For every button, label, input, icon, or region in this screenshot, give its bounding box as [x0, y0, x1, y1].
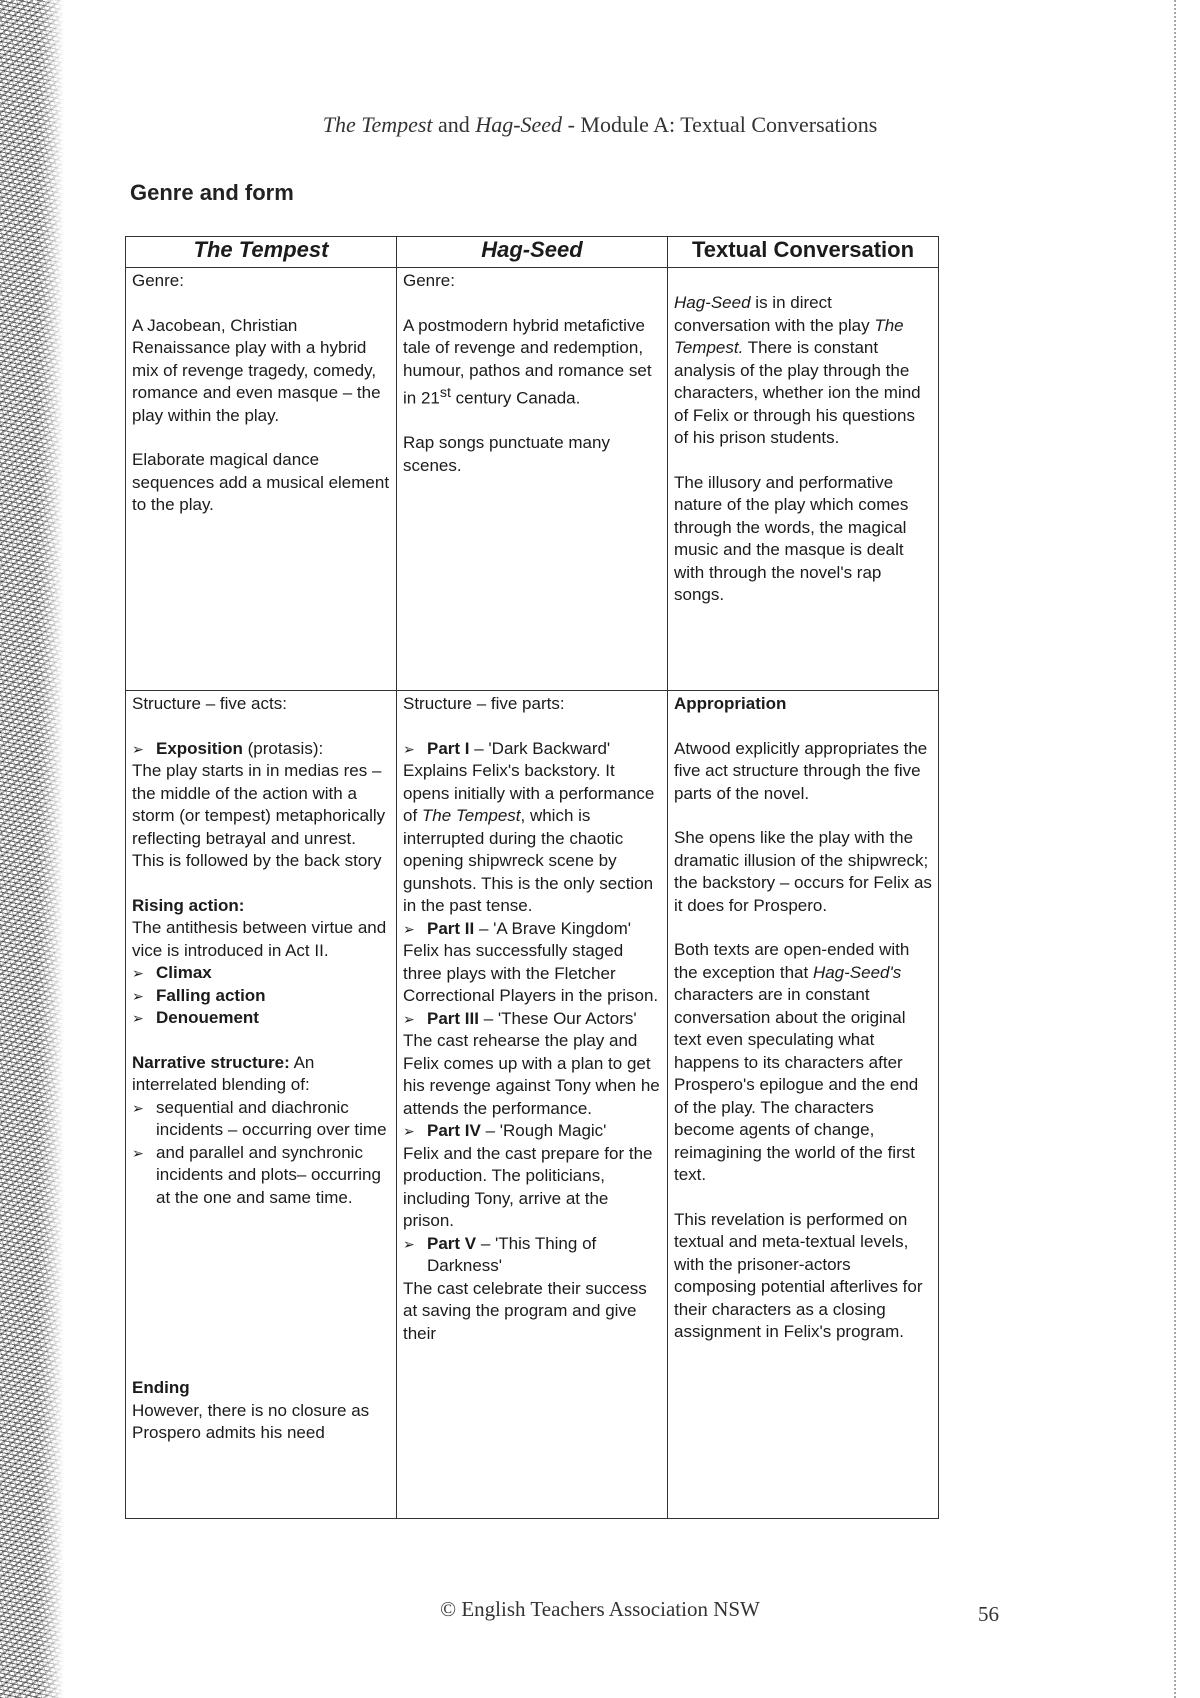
tempest-dance-text: Elaborate magical dance sequences add a musical element to the play.: [132, 450, 390, 514]
conversation-direct-text: Hag-Seed is in direct conversation with the play The Tempest. There is constant analysis of the play through the characters, whether ion the mind of Felix or through his questions of his prison students.: [674, 293, 921, 447]
comparison-table: [125, 236, 939, 1519]
hagseed-genre-text: A postmodern hybrid metafictive tale of revenge and redemption, humour, pathos and romance set in 21st century Canada.: [403, 315, 652, 408]
scan-edge-right: [1174, 0, 1200, 1698]
conversation-illusory-text: The illusory and performative nature of the play which comes through the words, the magical music and the masque is dealt with through the novel's rap songs.: [674, 472, 909, 604]
tempest-genre-text: A Jacobean, Christian Renaissance play with a hybrid mix of revenge tragedy, comedy, romance and even masque – the play within the play.: [132, 315, 381, 425]
arrow-bullet-icon: ➢: [132, 1144, 144, 1161]
appropriation-text-2: She opens like the play with the dramatic illusion of the shipwreck; the backstory – occurs for Felix as it does for Prospero.: [674, 828, 932, 915]
list-item: ➢ sequential and diachronic incidents – occurring over time: [132, 1097, 390, 1142]
rising-action-text: The antithesis between virtue and vice is introduced in Act II.: [132, 918, 387, 960]
header-title-tempest: The Tempest: [322, 112, 433, 137]
table-row-structure: [126, 691, 939, 1519]
header-module: - Module A: Textual Conversations: [567, 112, 878, 137]
column-header-conversation: Textual Conversation: [668, 237, 939, 268]
arrow-bullet-icon: ➢: [403, 920, 415, 937]
arrow-bullet-icon: ➢: [132, 1010, 144, 1026]
cell-tempest-structure: [126, 691, 397, 1519]
scan-edge-left: [0, 0, 64, 1698]
list-item: ➢ Part III – 'These Our Actors': [403, 1008, 661, 1031]
part1-text: Explains Felix's backstory. It opens initially with a performance of The Tempest, which is interrupted during the chaotic opening shipwreck scene by gunshots. This is the only section in the past tense.: [403, 761, 655, 915]
genre-label: Genre:: [403, 271, 455, 290]
arrow-bullet-icon: ➢: [403, 1010, 415, 1027]
part5-text: The cast celebrate their success at saving the program and give their: [403, 1278, 647, 1343]
header-and: and: [438, 112, 470, 137]
structure-label: Structure – five acts:: [132, 694, 287, 713]
section-heading: Genre and form: [130, 180, 294, 205]
list-item: ➢ Part V – 'This Thing of Darkness': [403, 1233, 661, 1278]
appropriation-text-1: Atwood explicitly appropriates the five act structure through the five parts of the novel.: [674, 738, 928, 803]
cell-hagseed-structure: [397, 691, 668, 1519]
hagseed-rap-text: Rap songs punctuate many scenes.: [403, 433, 610, 475]
list-item: ➢ Climax: [132, 962, 390, 985]
column-header-hagseed: Hag-Seed: [397, 237, 668, 268]
ending-label: Ending: [132, 1378, 190, 1397]
cell-conversation-genre: [668, 268, 939, 691]
header-title-hagseed: Hag-Seed: [475, 112, 563, 137]
appropriation-text-3: Both texts are open-ended with the exception that Hag-Seed's characters are in constant conversation about the original text even speculating what happens to its characters after Prospero's epilogue and the end of the play. The characters become agents of change, reimagining the world of the first text.: [674, 940, 919, 1184]
page-header: [0, 112, 1200, 138]
arrow-bullet-icon: ➢: [132, 965, 144, 981]
part4-text: Felix and the cast prepare for the production. The politicians, including Tony, arrive at the prison.: [403, 1143, 653, 1230]
cell-conversation-appropriation: [668, 691, 939, 1519]
list-item: ➢ Falling action: [132, 985, 390, 1008]
cell-hagseed-genre: [397, 268, 668, 691]
arrow-bullet-icon: ➢: [403, 1123, 415, 1139]
list-item: ➢ Denouement: [132, 1007, 390, 1030]
genre-label: Genre:: [132, 271, 184, 290]
appropriation-text-4: This revelation is performed on textual and meta-textual levels, with the prisoner-actors composing potential afterlives for their characters as a closing assignment in Felix's program.: [674, 1209, 923, 1341]
structure-label: Structure – five parts:: [403, 694, 565, 713]
table-row-genre: [126, 268, 939, 691]
arrow-bullet-icon: ➢: [132, 987, 144, 1004]
arrow-bullet-icon: ➢: [403, 740, 415, 757]
list-item: ➢ and parallel and synchronic incidents and plots– occurring at the one and same time.: [132, 1142, 390, 1210]
arrow-bullet-icon: ➢: [132, 740, 144, 757]
arrow-bullet-icon: ➢: [403, 1235, 415, 1252]
narrative-structure-text: Narrative structure: An interrelated blending of:: [132, 1052, 315, 1094]
arrow-bullet-icon: ➢: [132, 1099, 144, 1116]
list-item: ➢ Part IV – 'Rough Magic': [403, 1120, 661, 1143]
part2-text: Felix has successfully staged three plays with the Fletcher Correctional Players in the prison.: [403, 941, 659, 1005]
exposition-text: The play starts in in medias res –the middle of the action with a storm (or tempest) metaphorically reflecting betrayal and unrest. This is followed by the back story: [132, 761, 386, 870]
column-header-tempest: The Tempest: [126, 237, 397, 268]
table-header-row: [126, 237, 939, 268]
appropriation-label: Appropriation: [674, 694, 787, 713]
list-item: ➢ Part I – 'Dark Backward': [403, 738, 661, 761]
page-number: 56: [978, 1602, 999, 1626]
list-item: ➢ Exposition (protasis):: [132, 738, 390, 761]
rising-action-label: Rising action:: [132, 895, 245, 915]
part3-text: The cast rehearse the play and Felix comes up with a plan to get his revenge against Tony when he attends the performance.: [403, 1031, 660, 1118]
ending-text: However, there is no closure as Prospero admits his need: [132, 1400, 370, 1442]
list-item: ➢ Part II – 'A Brave Kingdom': [403, 918, 661, 941]
cell-tempest-genre: [126, 268, 397, 691]
page-footer: © English Teachers Association NSW: [440, 1597, 760, 1621]
